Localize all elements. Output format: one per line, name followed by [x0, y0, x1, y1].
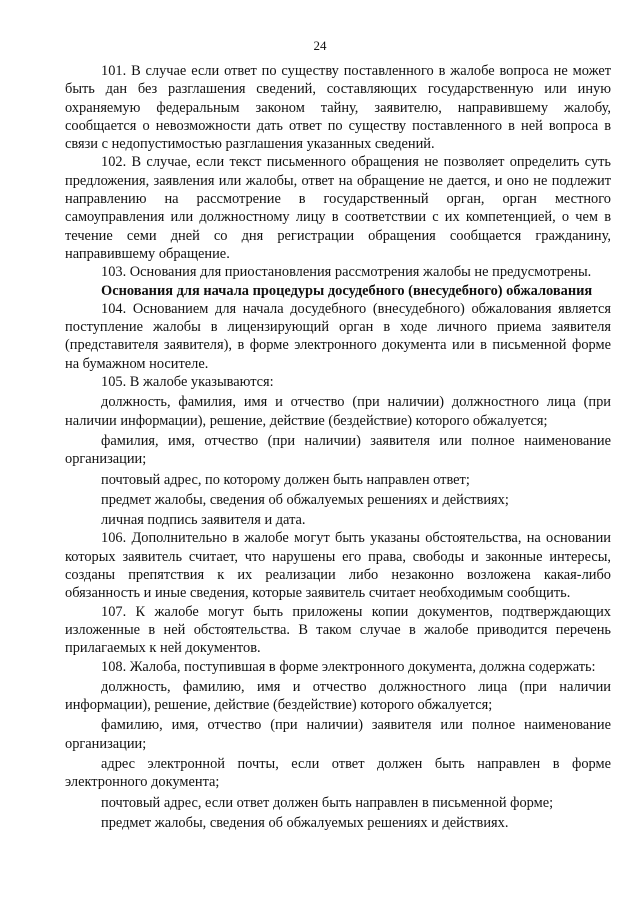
paragraph-103: 103. Основания для приостановления рассмотрения жалобы не предусмотрены. [101, 264, 592, 281]
list-item-108-4: почтовый адрес, если ответ должен быть направлен в письменной форме; [101, 794, 554, 811]
list-item-105-1: должность, фамилия, имя и отчество (при наличии) должностного лица (при наличии информации), решение, действие (бездействие) которого обжалуется; [65, 394, 611, 429]
list-item-105-5: личная подпись заявителя и дата. [101, 512, 306, 529]
paragraph-105: 105. В жалобе указываются: [101, 374, 274, 391]
list-item-108-3: адрес электронной почты, если ответ должен быть направлен в форме электронного документа; [65, 755, 611, 791]
document-body [65, 62, 611, 832]
list-item-108-2: фамилию, имя, отчество (при наличии) заявителя или полное наименование организации; [65, 717, 611, 752]
section-heading: Основания для начала процедуры досудебного (внесудебного) обжалования [101, 282, 593, 299]
paragraph-104: 104. Основанием для начала досудебного (внесудебного) обжалования является поступление жалобы в лицензирующий орган в ходе личного приема заявителя (представителя заявителя), в форме электронного документа или в письменной форме на бумажном носителе. [65, 300, 611, 372]
page-number: 24 [313, 38, 327, 53]
list-item-105-3: почтовый адрес, по которому должен быть направлен ответ; [101, 471, 470, 488]
list-item-105-4: предмет жалобы, сведения об обжалуемых решениях и действиях; [101, 491, 509, 508]
list-item-108-5: предмет жалобы, сведения об обжалуемых решениях и действиях. [101, 814, 509, 831]
paragraph-106: 106. Дополнительно в жалобе могут быть указаны обстоятельства, на основании которых заявитель считает, что нарушены его права, свободы и законные интересы, созданы препятствия к их реализации либо незаконно возложена какая-либо обязанность и иные сведения, которые заявитель считает необходимым сообщить. [65, 530, 611, 602]
paragraph-108: 108. Жалоба, поступившая в форме электронного документа, должна содержать: [101, 658, 596, 675]
list-item-105-2: фамилия, имя, отчество (при наличии) заявителя или полное наименование организации; [65, 432, 611, 468]
paragraph-107: 107. К жалобе могут быть приложены копии документов, подтверждающих изложенные в ней обстоятельства. В таком случае в жалобе приводится перечень прилагаемых к ней документов. [65, 603, 611, 657]
list-item-108-1: должность, фамилию, имя и отчество должностного лица (при наличии информации), решение, действие (бездействие) которого обжалуется; [65, 678, 611, 714]
paragraph-101: 101. В случае если ответ по существу поставленного в жалобе вопроса не может быть дан без разглашения сведений, составляющих государственную или иную охраняемую федеральным законом тайну, заявителю, направившему жалобу, сообщается о невозможности дать ответ по существу поставленного в ней вопроса в связи с недопустимостью разглашения указанных сведений. [65, 63, 611, 153]
paragraph-102: 102. В случае, если текст письменного обращения не позволяет определить суть предложения, заявления или жалобы, ответ на обращение не дается, и оно не подлежит направлению на рассмотрение в государственный орган, орган местного самоуправления или должностному лицу в соответствии с их компетенцией, о чем в течение семи дней со дня регистрации обращения сообщается гражданину, направившему обращение. [65, 154, 611, 262]
